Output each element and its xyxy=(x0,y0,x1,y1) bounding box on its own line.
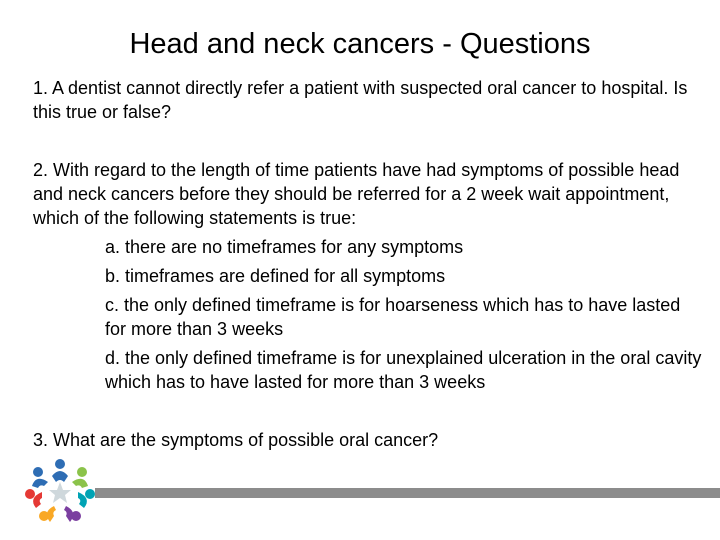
option-c: c. the only defined timeframe is for hoarseness which has to have lasted for more than 3 weeks xyxy=(105,295,681,339)
question-3: 3. What are the symptoms of possible oral cancer? xyxy=(33,430,439,450)
option-b: b. timeframes are defined for all symptoms xyxy=(105,266,446,286)
slide-title: Head and neck cancers - Questions xyxy=(129,28,591,60)
people-circle-logo-icon xyxy=(22,456,98,528)
logo-figures xyxy=(25,459,95,522)
footer-bar xyxy=(95,488,720,498)
option-d: d. the only defined timeframe is for unexplained ulceration in the oral cavity which has to have lasted for more than 3 weeks xyxy=(105,348,702,392)
question-2-options xyxy=(105,235,703,394)
option-a: a. there are no timeframes for any symptoms xyxy=(105,237,464,257)
slide-content xyxy=(33,76,703,452)
question-1: 1. A dentist cannot directly refer a patient with suspected oral cancer to hospital. Is this true or false? xyxy=(33,78,688,122)
question-2: 2. With regard to the length of time patients have had symptoms of possible head and neck cancers before they should be referred for a 2 week wait appointment, which of the following statements is true: xyxy=(33,160,680,228)
